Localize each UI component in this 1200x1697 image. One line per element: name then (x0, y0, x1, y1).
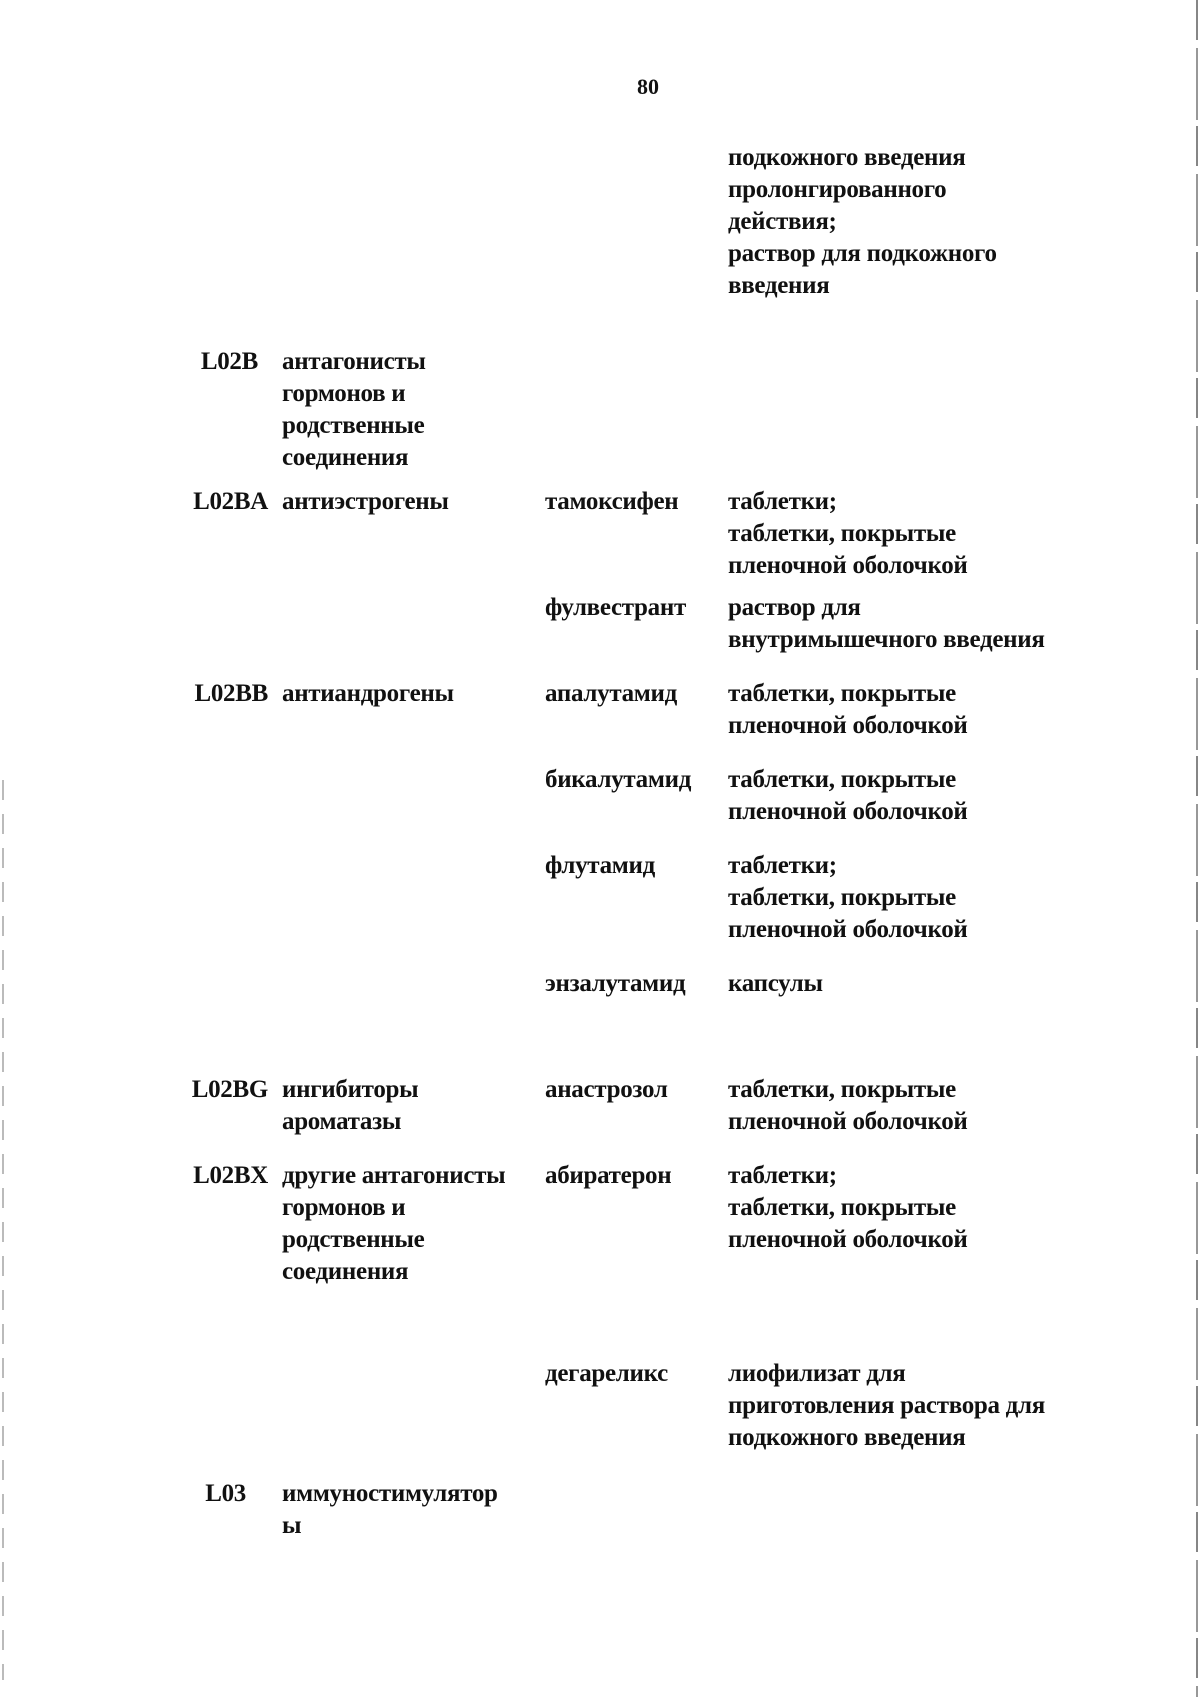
dosage-form: таблетки; таблетки, покрытые пленочной оболочкой (728, 852, 968, 943)
drug-name: энзалутамид (545, 970, 686, 997)
drug-name: тамоксифен (545, 488, 679, 515)
atc-group-name: антиэстрогены (282, 488, 449, 515)
drug-name: бикалутамид (545, 766, 692, 793)
atc-code: L02BB (194, 680, 268, 707)
dosage-form: таблетки; таблетки, покрытые пленочной оболочкой (728, 488, 968, 579)
drug-name: абиратерон (545, 1162, 672, 1189)
dosage-form: раствор для внутримышечного введения (728, 594, 1045, 653)
atc-group-name: ингибиторы ароматазы (282, 1076, 419, 1135)
drug-name: дегареликс (545, 1360, 668, 1387)
atc-code: L03 (205, 1480, 246, 1507)
atc-code: L02B (200, 348, 258, 375)
dosage-form: таблетки, покрытые пленочной оболочкой (728, 680, 968, 739)
scan-border-right (1196, 0, 1198, 1697)
dosage-form: таблетки, покрытые пленочной оболочкой (728, 766, 968, 825)
atc-group-name: антагонисты гормонов и родственные соединения (282, 348, 426, 471)
dosage-form: таблетки; таблетки, покрытые пленочной оболочкой (728, 1162, 968, 1253)
atc-group-name: иммуностимулятор ы (282, 1480, 498, 1539)
dosage-form: таблетки, покрытые пленочной оболочкой (728, 1076, 968, 1135)
drug-name: анастрозол (545, 1076, 668, 1103)
page-number: 80 (637, 74, 659, 99)
atc-group-name: антиандрогены (282, 680, 454, 707)
drug-name: флутамид (545, 852, 655, 879)
atc-group-name: другие антагонисты гормонов и родственные соединения (282, 1162, 506, 1285)
scan-border-left (2, 780, 4, 1680)
atc-code: L02BA (193, 488, 268, 515)
atc-code: L02BG (191, 1076, 268, 1103)
continuation-dosage-form: подкожного введения пролонгированного действия; раствор для подкожного введения (728, 144, 997, 299)
atc-code: L02BX (193, 1162, 268, 1189)
dosage-form: капсулы (728, 970, 823, 997)
drug-name: фулвестрант (545, 594, 686, 621)
dosage-form: лиофилизат для приготовления раствора для подкожного введения (728, 1360, 1045, 1451)
drug-name: апалутамид (545, 680, 677, 707)
